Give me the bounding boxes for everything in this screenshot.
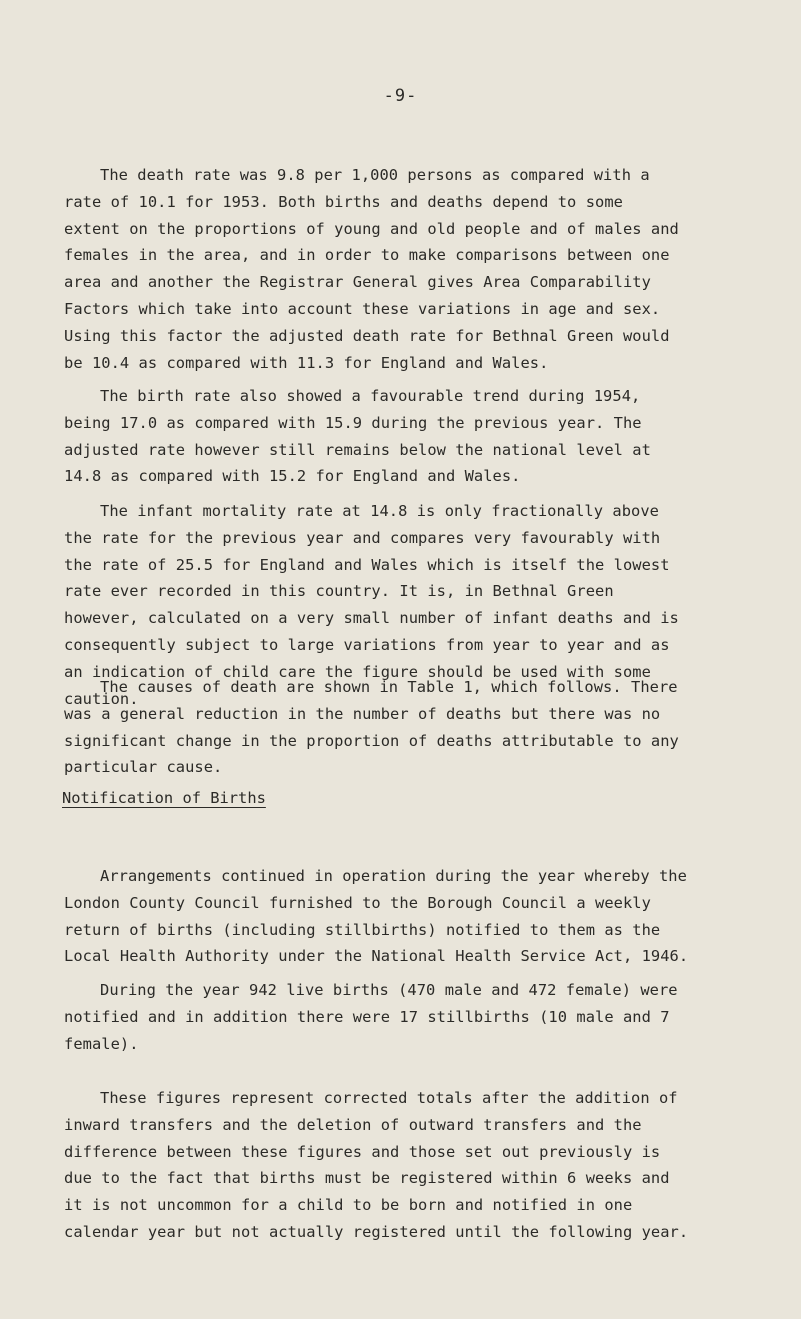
paragraph-infant-mortality: The infant mortality rate at 14.8 is only fractionally above the rate for the previous year and compares very favourably with the rate of 25.5 for England and Wales which is itself the lowest rate ever recorded in this country. It is, in Bethnal Green however, calculated on a very small number of infant deaths and is consequently subject to large variations from year to year and as an indication of child care the figure should be used with some caution.	[64, 502, 679, 708]
section-heading-notification-of-births: Notification of Births	[62, 789, 266, 807]
paragraph-arrangements: Arrangements continued in operation during the year whereby the London County Council furnished to the Borough Council a weekly return of births (including stillbirths) notified to them as the Local Health Authority under the National Health Service Act, 1946.	[64, 867, 689, 966]
paragraph-birth-rate: The birth rate also showed a favourable trend during 1954, being 17.0 as compared with 15.9 during the previous year. The adjusted rate however still remains below the national level at 14.8 as compared with 15.2 for England and Wales.	[64, 387, 651, 486]
paragraph-corrected-totals: These figures represent corrected totals after the addition of inward transfers and the deletion of outward transfers and the difference between these figures and those set out previously is due to the fact that births must be registered within 6 weeks and it is not uncommon for a child to be born and notified in one calendar year but not actually registered until the following year.	[64, 1089, 689, 1241]
page-number: -9-	[383, 86, 418, 106]
paragraph-causes-of-death: The causes of death are shown in Table 1, which follows. There was a general reduction in the number of deaths but there was no significant change in the proportion of deaths attributable to any particular cause.	[64, 678, 679, 777]
paragraph-death-rate: The death rate was 9.8 per 1,000 persons as compared with a rate of 10.1 for 1953. Both births and deaths depend to some extent on the proportions of young and old people and of males and females in the area, and in order to make comparisons between one area and another the Registrar General gives Area Comparability Factors which take into account these variations in age and sex. Using this factor the adjusted death rate for Bethnal Green would be 10.4 as compared with 11.3 for England and Wales.	[64, 166, 679, 372]
paragraph-live-births: During the year 942 live births (470 male and 472 female) were notified and in addition there were 17 stillbirths (10 male and 7 female).	[64, 981, 678, 1053]
